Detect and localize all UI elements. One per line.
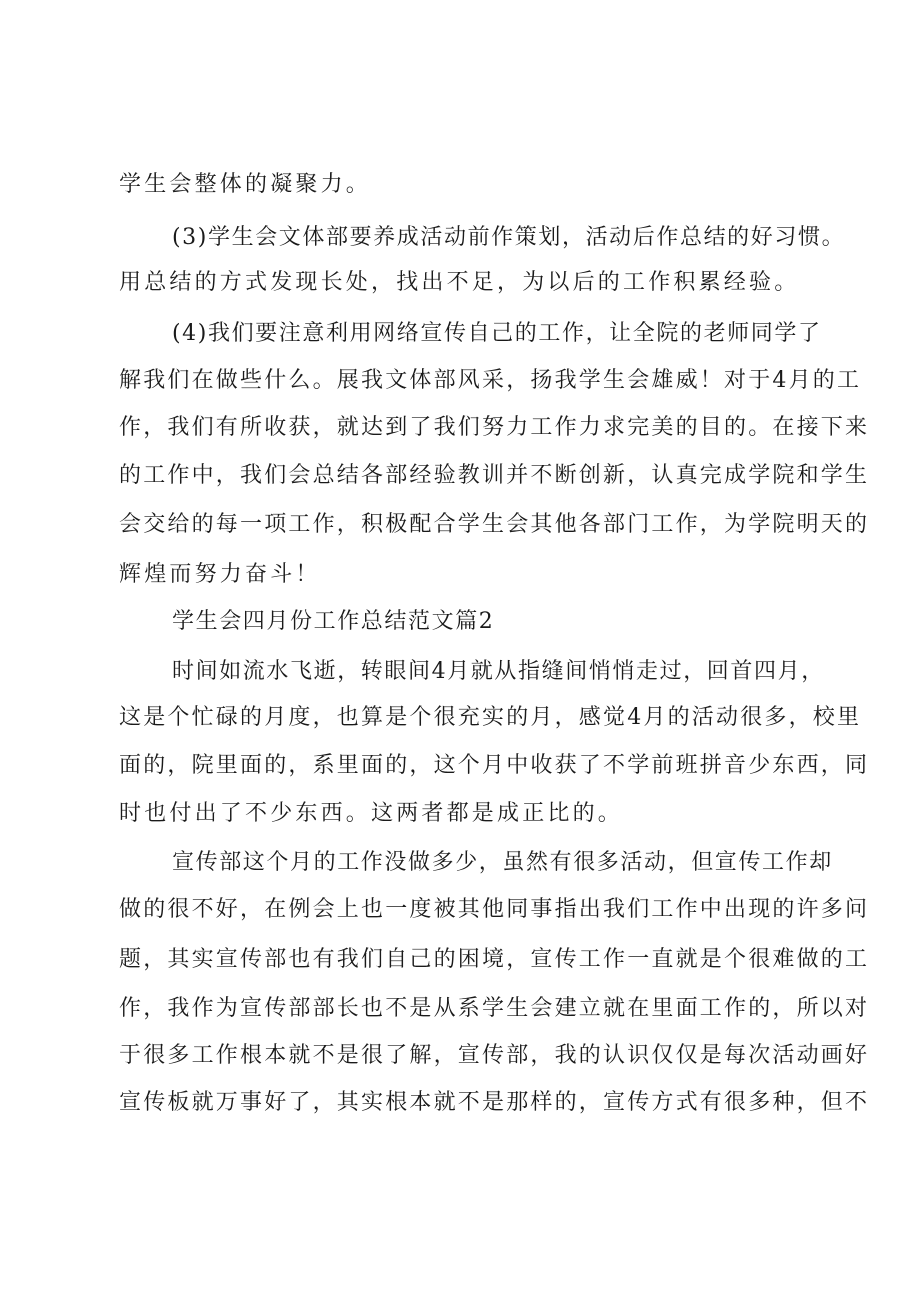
paragraph-line: (4)我们要注意利用网络宣传自己的工作，让全院的老师同学了 xyxy=(172,321,822,346)
section-heading: 学生会四月份工作总结范文篇2 xyxy=(172,609,495,634)
paragraph-line: 用总结的方式发现长处，找出不足，为以后的工作积累经验。 xyxy=(119,270,800,295)
paragraph-line: 会交给的每一项工作，积极配合学生会其他各部门工作，为学院明天的 xyxy=(119,512,870,537)
paragraph-line: 于很多工作根本就不是很了解，宣传部，我的认识仅仅是每次活动画好 xyxy=(119,1043,870,1068)
paragraph-line: 解我们在做些什么。展我文体部风采，扬我学生会雄威！对于4月的工 xyxy=(119,368,862,393)
paragraph-line: 作，我作为宣传部部长也不是从系学生会建立就在里面工作的，所以对 xyxy=(119,996,870,1021)
paragraph-line: 的工作中，我们会总结各部经验教训并不断创新，认真完成学院和学生 xyxy=(119,463,870,488)
paragraph-line: 作，我们有所收获，就达到了我们努力工作力求完美的目的。在接下来 xyxy=(119,415,870,440)
paragraph-line: 宣传部这个月的工作没做多少，虽然有很多活动，但宣传工作却 xyxy=(172,850,833,875)
paragraph-line: 时也付出了不少东西。这两者都是成正比的。 xyxy=(119,801,624,826)
paragraph-line: 宣传板就万事好了，其实根本就不是那样的，宣传方式有很多种，但不 xyxy=(119,1090,870,1115)
paragraph-line: (3)学生会文体部要养成活动前作策划，活动后作总结的好习惯。 xyxy=(172,225,846,250)
paragraph-line: 学生会整体的凝聚力。 xyxy=(119,172,372,197)
paragraph-line: 题，其实宣传部也有我们自己的困境，宣传工作一直就是个很难做的工 xyxy=(119,947,870,972)
paragraph-line: 这是个忙碌的月度，也算是个很充实的月，感觉4月的活动很多，校里 xyxy=(119,705,862,730)
paragraph-line: 时间如流水飞逝，转眼间4月就从指缝间悄悄走过，回首四月， xyxy=(172,659,825,684)
paragraph-line: 面的，院里面的，系里面的，这个月中收获了不学前班拼音少东西，同 xyxy=(119,753,870,778)
paragraph-line: 辉煌而努力奋斗！ xyxy=(119,562,321,587)
paragraph-line: 做的很不好，在例会上也一度被其他同事指出我们工作中出现的许多问 xyxy=(119,897,870,922)
